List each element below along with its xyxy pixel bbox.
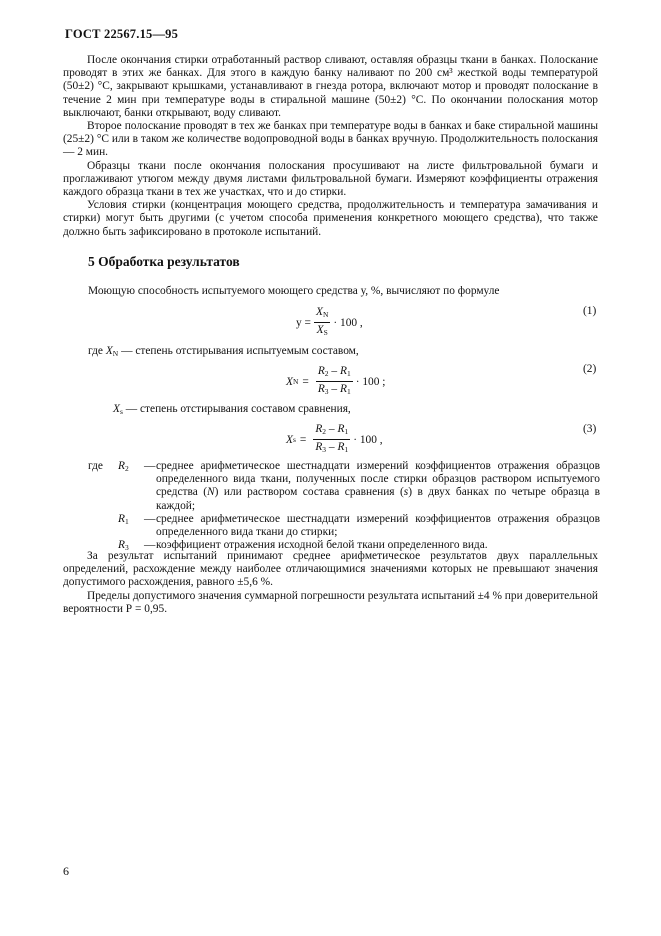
paragraph-conditions: Условия стирки (концентрация моющего средства, продолжительность и температура замачивания и стирки) могут быть другими (с учетом способа применения конкретного моющего средства), что также должно быть зафиксировано в протоколе испытаний. <box>63 199 598 238</box>
paragraph-rinsing-1: После окончания стирки отработанный раствор сливают, оставляя образцы ткани в банках. Полоскание проводят в этих же банках. Для этого в каждую банку наливают по 200 см³ жесткой воды температурой (50±2) °С, закрывают крышками, устанавливают в гнезда ротора, включают мотор и проводят полоскание в течение 2 мин при температуре воды в стиральной машине (50±2) °С. По окончании полоскания мотор выключают, банки открывают, воду сливают. <box>63 54 598 119</box>
document-header: ГОСТ 22567.15—95 <box>65 27 179 41</box>
formula-1-lhs: у = <box>296 316 311 329</box>
where-xn: где $X_N$ — степень отстирывания испытуемым составом, <box>88 345 359 358</box>
formula-1-fraction: $\frac{X_N}{X_S}$ <box>315 306 329 337</box>
equation-number-3: (3) <box>583 423 597 435</box>
paragraph-rinsing-2: Второе полоскание проводят в тех же банках при температуре воды в банках и баке стиральной машины (25±2) °С или в таком же количестве водопроводной воды в банках вручную. Продолжительность полоскания — 2 мин. <box>63 120 598 159</box>
formula-2: X N = $\frac{R_2 - R_1}{R_3 - R_1}$ · 100 ; <box>286 365 386 396</box>
equation-number-2: (2) <box>583 363 597 375</box>
conclusion-text <box>63 550 598 616</box>
variable-definitions <box>88 460 600 554</box>
equation-number-1: (1) <box>583 305 597 317</box>
paragraph-error-limits: Пределы допустимого значения суммарной погрешности результата испытаний ±4 % при доверительной вероятности Р = 0,95. <box>63 589 598 615</box>
section-title: 5 Обработка результатов <box>88 254 240 269</box>
where-xs: $X_s$ — степень отстирывания составом сравнения, <box>113 403 351 416</box>
paragraph-result: За результат испытаний принимают среднее арифметическое результатов двух параллельных определений, расхождение между наиболее отличающимися значениями которых не превышают значения допустимого расхождения, равного ±5,6 %. <box>63 550 598 589</box>
formula-2-fraction: $\frac{R_2 - R_1}{R_3 - R_1}$ <box>317 365 351 396</box>
formula-3: X s = $\frac{R_2 - R_1}{R_3 - R_1}$ · 100 , <box>286 423 383 454</box>
formula-intro: Моющую способность испытуемого моющего средства у, %, вычисляют по формуле <box>88 285 500 297</box>
definition-r3: $R_3$ — коэффициент отражения исходной белой ткани определенного вида. <box>118 539 488 553</box>
formula-3-fraction: $\frac{R_2 - R_1}{R_3 - R_1}$ <box>315 423 349 454</box>
formula-1 <box>296 306 363 339</box>
formula-1-rhs: · 100 , <box>333 316 363 329</box>
paragraph-drying: Образцы ткани после окончания полоскания просушивают на листе фильтровальной бумаги и проглаживают утюгом между двумя листами фильтровальной бумаги. Измеряют коэффициенты отражения каждого образца ткани в тех же участках, что и до стирки. <box>63 159 598 199</box>
definition-r2: где $R_2$ — среднее арифметическое шестнадцати измерений коэффициентов отражения образцов определенного вида ткани, полученных после стирки образцов раствором испытуемого средства (N) или раствором состава сравнения (s) в двух банках по четыре образца в каждой; <box>88 460 600 512</box>
washing-procedure-text <box>63 54 598 239</box>
page-number: 6 <box>63 864 69 878</box>
definition-r1: $R_1$ — среднее арифметическое шестнадцати измерений коэффициентов отражения образцов определенного вида ткани до стирки; <box>118 512 600 539</box>
